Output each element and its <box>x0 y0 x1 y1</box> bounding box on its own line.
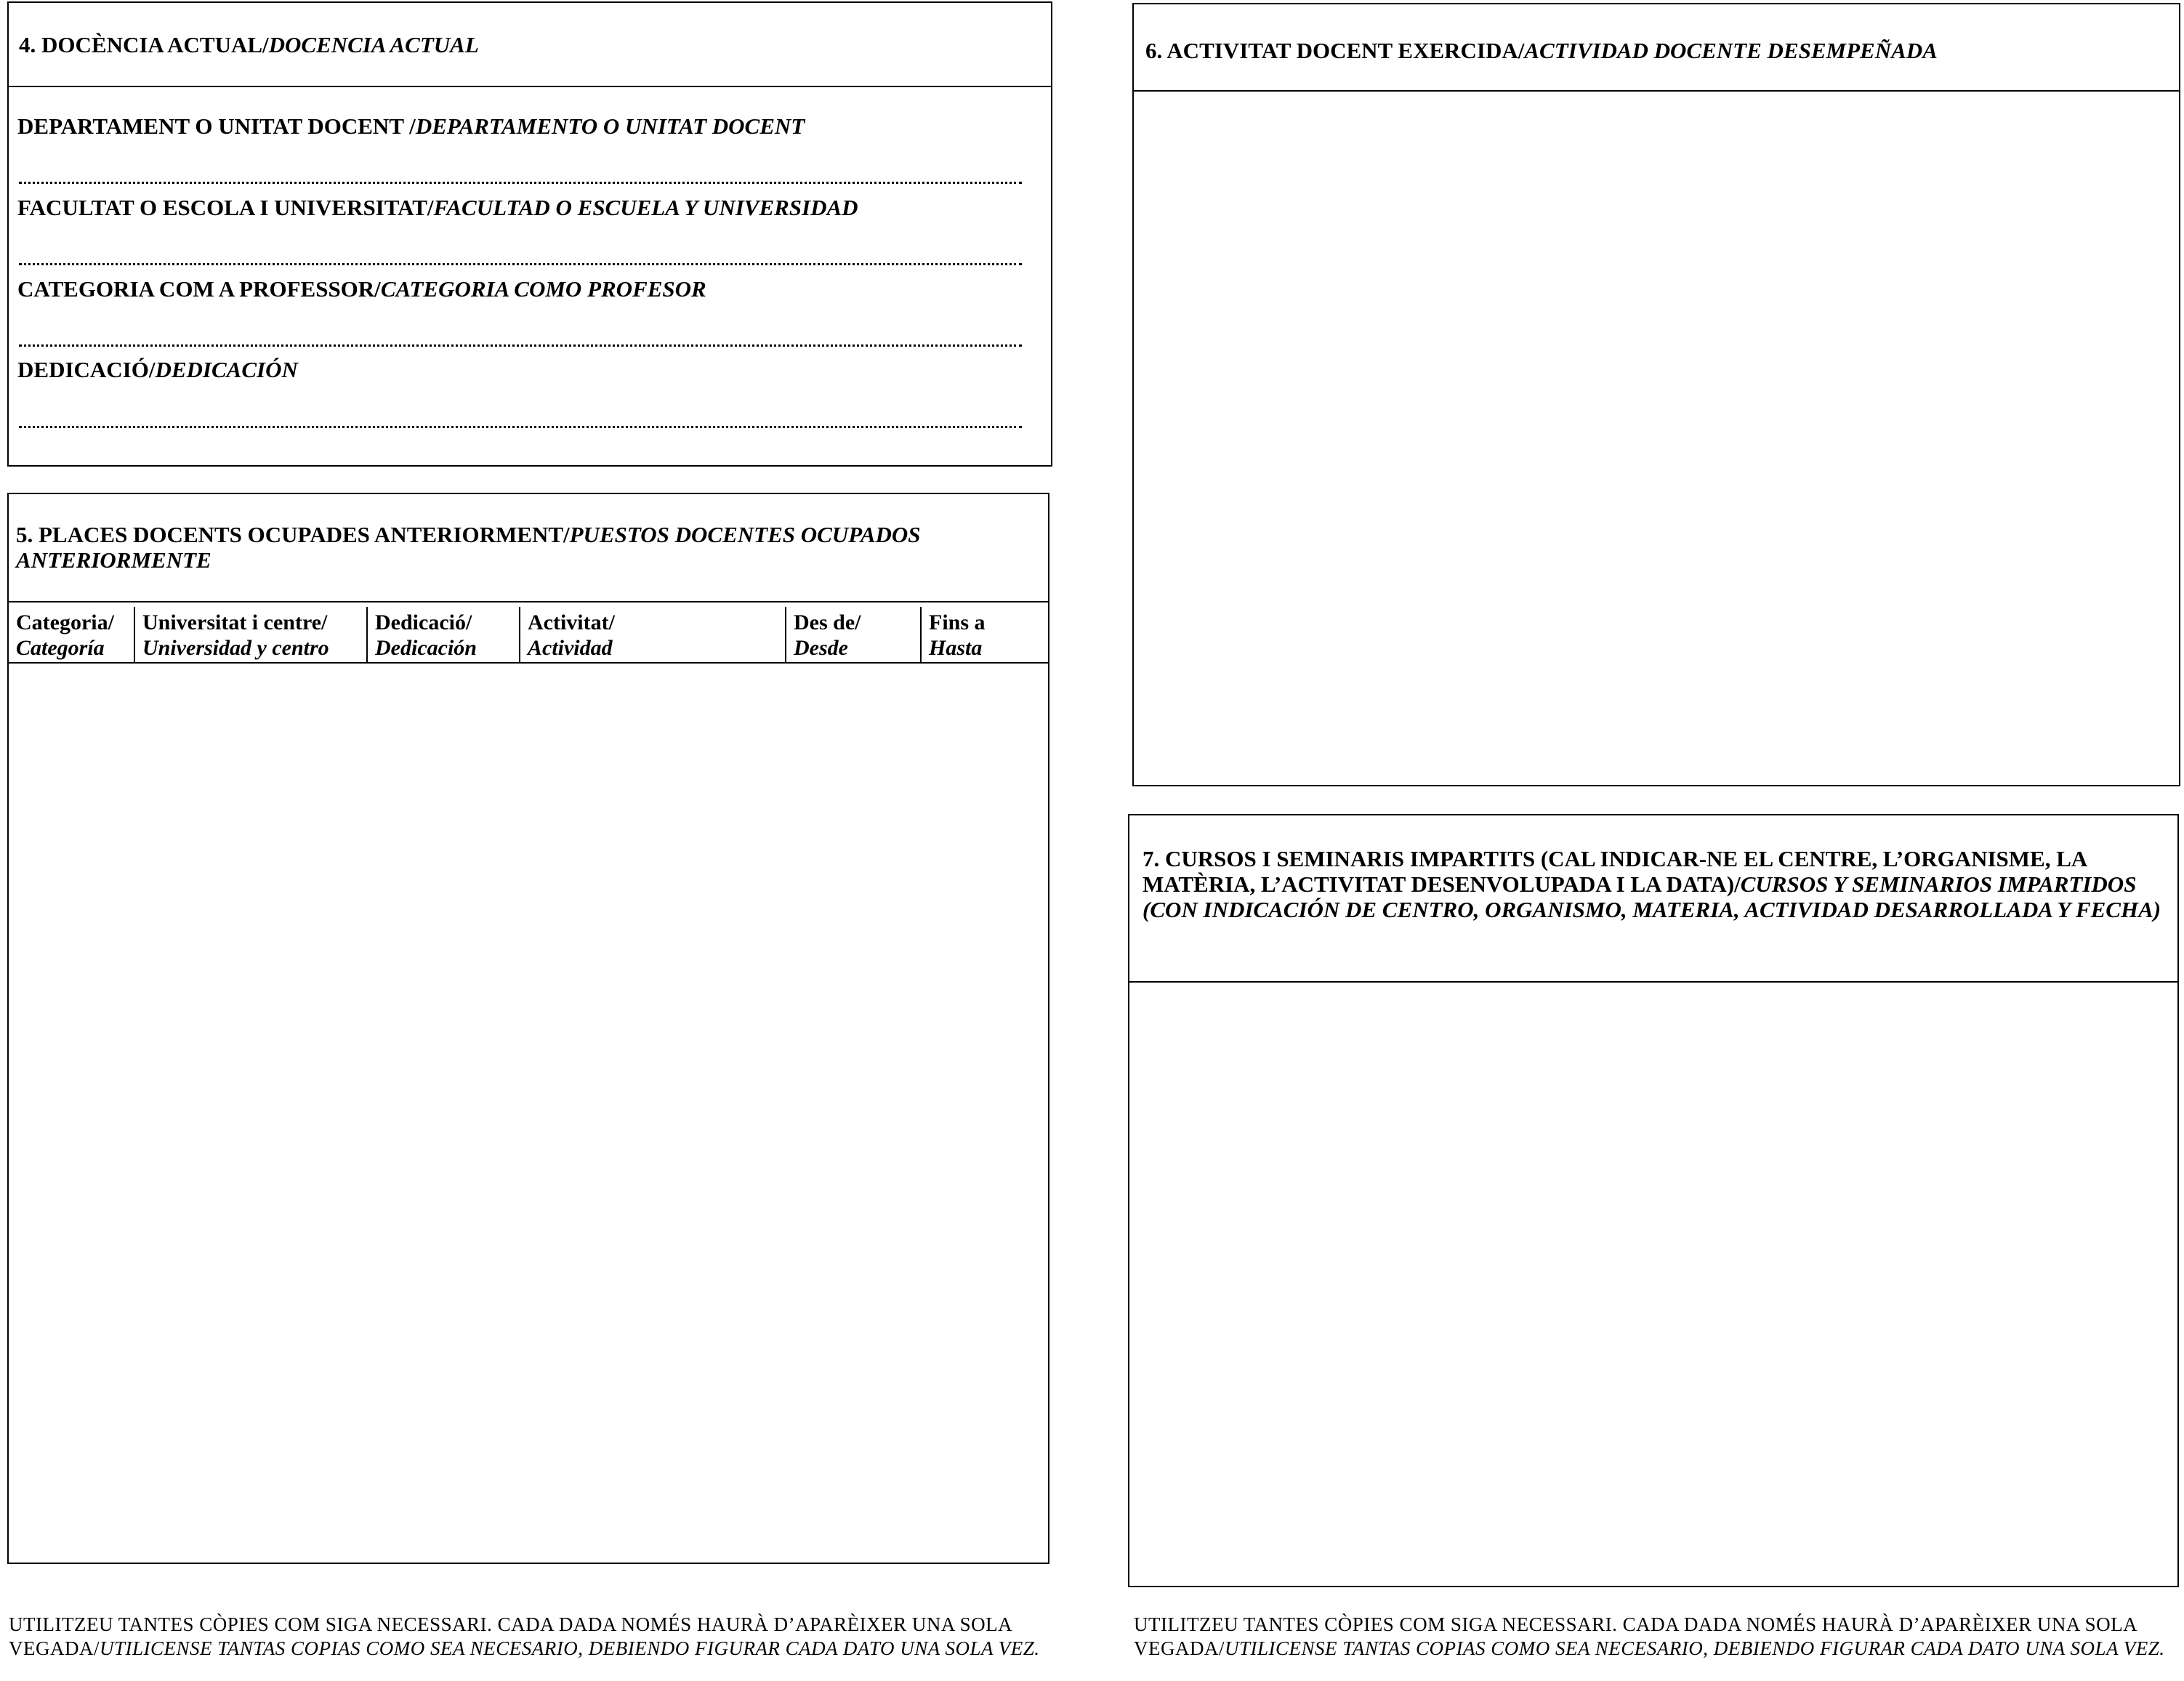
section-7-content-area[interactable] <box>1129 983 2177 1586</box>
section-6-content-area[interactable] <box>1134 92 2179 785</box>
field-dedicacio-line[interactable] <box>19 426 1022 428</box>
places-table-header <box>9 607 1048 663</box>
col-fins-a: Fins a Hasta <box>921 607 1048 663</box>
section-5-divider <box>9 601 1048 602</box>
section-7-title-ca: 7. CURSOS I SEMINARIS IMPARTITS (CAL INDICAR-NE EL CENTRE, L’ORGANISME, LA MATÈRIA, L’ACTIVITAT DESENVOLUPADA I LA DATA)/ <box>1143 846 2087 897</box>
section-6-title-es: ACTIVIDAD DOCENTE DESEMPEÑADA <box>1524 38 1938 63</box>
section-cursos-seminaris <box>1128 814 2179 1587</box>
col-dedicacio: Dedicació/ Dedicación <box>367 607 520 663</box>
col-activitat: Activitat/ Actividad <box>520 607 786 663</box>
section-4-title-es: DOCENCIA ACTUAL <box>268 32 479 57</box>
section-6-title-ca: 6. ACTIVITAT DOCENT EXERCIDA/ <box>1145 38 1525 63</box>
section-5-title-ca: 5. PLACES DOCENTS OCUPADES ANTERIORMENT/ <box>16 522 570 547</box>
section-4-title-ca: 4. DOCÈNCIA ACTUAL/ <box>19 32 269 57</box>
field-categoria: CATEGORIA COM A PROFESSOR/CATEGORIA COMO PROFESOR <box>17 276 706 302</box>
section-4-divider <box>9 86 1051 87</box>
section-5-title-es: PUESTOS DOCENTES OCUPADOS ANTERIORMENTE <box>16 522 921 573</box>
section-6-title <box>1145 38 1938 63</box>
section-places-docents <box>7 493 1049 1564</box>
col-universitat: Universitat i centre/ Universidad y centro <box>134 607 367 663</box>
col-des-de: Des de/ Desde <box>786 607 921 663</box>
field-departament-line[interactable] <box>19 182 1022 184</box>
section-5-title <box>16 522 1033 573</box>
section-4-title <box>19 32 479 57</box>
places-table <box>9 607 1048 664</box>
section-activitat-docent <box>1132 3 2180 786</box>
field-departament: DEPARTAMENT O UNITAT DOCENT /DEPARTAMENTO O UNITAT DOCENT <box>17 113 805 139</box>
places-table-body[interactable] <box>9 661 1048 1563</box>
field-facultat-line[interactable] <box>19 263 1022 265</box>
section-7-title-es: CURSOS Y SEMINARIOS IMPARTIDOS (CON INDICACIÓN DE CENTRO, ORGANISMO, MATERIA, ACTIVIDAD DESARROLLADA Y FECHA) <box>1143 871 2161 922</box>
footer-note-right: UTILITZEU TANTES CÒPIES COM SIGA NECESSARI. CADA DADA NOMÉS HAURÀ D’APARÈIXER UNA SOLA VEGADA/UTILICENSE TANTAS COPIAS COMO SEA NECESARIO, DEBIENDO FIGURAR CADA DATO UNA SOLA VEZ. <box>1134 1613 2165 1659</box>
section-docencia-actual <box>7 1 1052 467</box>
field-categoria-line[interactable] <box>19 344 1022 347</box>
field-facultat: FACULTAT O ESCOLA I UNIVERSITAT/FACULTAD O ESCUELA Y UNIVERSIDAD <box>17 195 858 220</box>
section-7-title <box>1143 846 2175 922</box>
field-dedicacio: DEDICACIÓ/DEDICACIÓN <box>17 357 298 382</box>
col-categoria: Categoria/ Categoría <box>9 607 134 663</box>
footer-note-left: UTILITZEU TANTES CÒPIES COM SIGA NECESSARI. CADA DADA NOMÉS HAURÀ D’APARÈIXER UNA SOLA VEGADA/UTILICENSE TANTAS COPIAS COMO SEA NECESARIO, DEBIENDO FIGURAR CADA DATO UNA SOLA VEZ. <box>9 1613 1040 1659</box>
